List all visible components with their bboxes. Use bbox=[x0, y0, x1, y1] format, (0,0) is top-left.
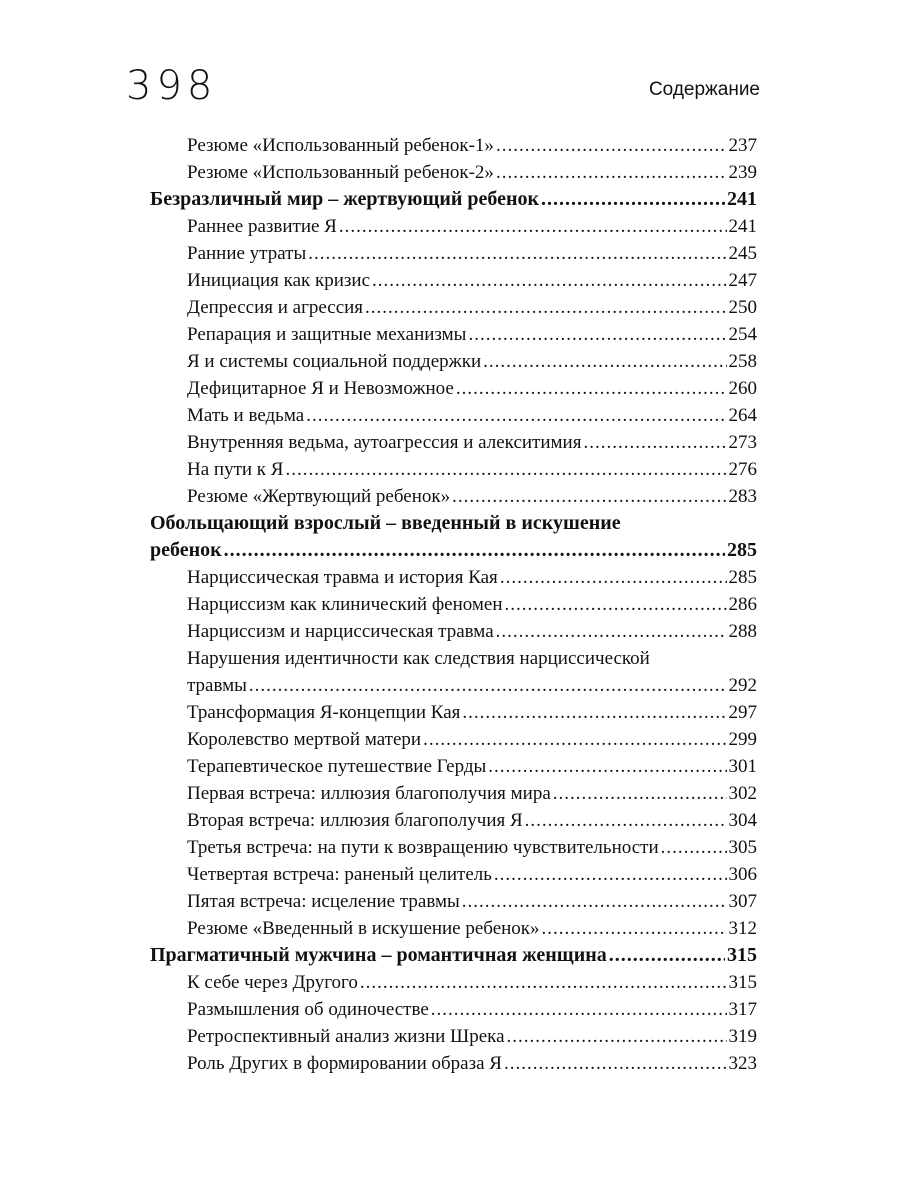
toc-entry-page: 306 bbox=[728, 864, 757, 885]
dot-leader bbox=[462, 888, 727, 915]
toc-entry-page: 285 bbox=[727, 539, 757, 561]
dot-leader bbox=[488, 753, 726, 780]
toc-entry-page: 258 bbox=[728, 351, 757, 372]
toc-section-entry bbox=[150, 348, 757, 375]
toc-section-entry bbox=[150, 672, 757, 699]
table-of-contents bbox=[150, 132, 757, 1077]
toc-entry-title-line: Обольщающий взрослый – введенный в искушение bbox=[150, 512, 621, 534]
toc-section-entry bbox=[150, 294, 757, 321]
toc-entry-title-line: Нарушения идентичности как следствия нарциссической bbox=[187, 648, 650, 669]
toc-entry-page: 247 bbox=[728, 270, 757, 291]
dot-leader bbox=[504, 1050, 727, 1077]
toc-entry-title: ребенок bbox=[150, 539, 222, 561]
toc-entry-page: 260 bbox=[728, 378, 757, 399]
toc-entry-title: Роль Других в формировании образа Я bbox=[187, 1053, 502, 1074]
toc-entry-title: Резюме «Использованный ребенок-2» bbox=[187, 162, 494, 183]
toc-section-entry bbox=[150, 213, 757, 240]
toc-entry-title: Размышления об одиночестве bbox=[187, 999, 429, 1020]
toc-entry-page: 283 bbox=[728, 486, 757, 507]
dot-leader bbox=[583, 429, 726, 456]
toc-entry-title: Ретроспективный анализ жизни Шрека bbox=[187, 1026, 505, 1047]
toc-entry-title: Нарциссизм как клинический феномен bbox=[187, 594, 503, 615]
toc-section-entry bbox=[150, 618, 757, 645]
toc-entry-page: 301 bbox=[728, 756, 757, 777]
dot-leader bbox=[372, 267, 726, 294]
toc-section-entry bbox=[150, 1050, 757, 1077]
toc-entry-title: Репарация и защитные механизмы bbox=[187, 324, 467, 345]
toc-entry-page: 276 bbox=[728, 459, 757, 480]
toc-entry-title: На пути к Я bbox=[187, 459, 284, 480]
toc-entry-title: Терапевтическое путешествие Герды bbox=[187, 756, 487, 777]
toc-entry-page: 315 bbox=[727, 944, 757, 966]
toc-entry-page: 312 bbox=[728, 918, 757, 939]
toc-entry-title: Мать и ведьма bbox=[187, 405, 305, 426]
toc-entry-page: 245 bbox=[728, 243, 757, 264]
toc-section-entry bbox=[150, 915, 757, 942]
toc-entry-page: 305 bbox=[728, 837, 757, 858]
dot-leader bbox=[496, 618, 727, 645]
toc-section-entry bbox=[150, 591, 757, 618]
dot-leader bbox=[339, 213, 727, 240]
dot-leader bbox=[496, 132, 727, 159]
dot-leader bbox=[609, 942, 725, 969]
toc-entry-title: Ранние утраты bbox=[187, 243, 307, 264]
toc-entry-page: 307 bbox=[728, 891, 757, 912]
toc-entry-page: 264 bbox=[728, 405, 757, 426]
dot-leader bbox=[285, 456, 726, 483]
toc-entry-page: 315 bbox=[728, 972, 757, 993]
toc-entry-page: 304 bbox=[728, 810, 757, 831]
toc-section-entry bbox=[150, 402, 757, 429]
dot-leader bbox=[494, 861, 727, 888]
toc-entry-title: Раннее развитие Я bbox=[187, 216, 337, 237]
dot-leader bbox=[507, 1023, 727, 1050]
toc-section-entry bbox=[150, 861, 757, 888]
toc-section-entry bbox=[150, 807, 757, 834]
dot-leader bbox=[541, 186, 725, 213]
dot-leader bbox=[360, 969, 727, 996]
dot-leader bbox=[505, 591, 727, 618]
toc-entry-page: 299 bbox=[728, 729, 757, 750]
toc-section-entry bbox=[150, 969, 757, 996]
toc-chapter-entry bbox=[150, 186, 757, 213]
toc-entry-title: Нарциссическая травма и история Кая bbox=[187, 567, 498, 588]
toc-entry-title: Королевство мертвой матери bbox=[187, 729, 422, 750]
toc-entry-title: Дефицитарное Я и Невозможное bbox=[187, 378, 454, 399]
toc-entry-title: Четвертая встреча: раненый целитель bbox=[187, 864, 492, 885]
toc-entry-page: 317 bbox=[728, 999, 757, 1020]
dot-leader bbox=[308, 240, 726, 267]
toc-entry-title: Нарциссизм и нарциссическая травма bbox=[187, 621, 494, 642]
dot-leader bbox=[468, 321, 726, 348]
toc-entry-page: 241 bbox=[728, 216, 757, 237]
toc-entry-page: 286 bbox=[728, 594, 757, 615]
toc-section-entry bbox=[150, 132, 757, 159]
toc-entry-title: Пятая встреча: исцеление травмы bbox=[187, 891, 460, 912]
page-number: 398 bbox=[126, 63, 218, 109]
toc-section-entry bbox=[150, 996, 757, 1023]
toc-entry-title: Внутренняя ведьма, аутоагрессия и алекситимия bbox=[187, 432, 582, 453]
toc-section-entry bbox=[150, 267, 757, 294]
dot-leader bbox=[224, 537, 725, 564]
dot-leader bbox=[306, 402, 726, 429]
dot-leader bbox=[496, 159, 727, 186]
toc-entry-page: 241 bbox=[727, 188, 757, 210]
toc-section-entry bbox=[150, 888, 757, 915]
dot-leader bbox=[249, 672, 727, 699]
toc-entry-page: 297 bbox=[728, 702, 757, 723]
toc-entry-title: Резюме «Введенный в искушение ребенок» bbox=[187, 918, 540, 939]
toc-entry-title: Вторая встреча: иллюзия благополучия Я bbox=[187, 810, 523, 831]
toc-section-entry bbox=[150, 375, 757, 402]
toc-entry-title: К себе через Другого bbox=[187, 972, 358, 993]
toc-section-entry bbox=[150, 483, 757, 510]
dot-leader bbox=[525, 807, 727, 834]
toc-entry-title: травмы bbox=[187, 675, 247, 696]
toc-section-entry bbox=[150, 699, 757, 726]
toc-entry-page: 323 bbox=[728, 1053, 757, 1074]
running-head: Содержание bbox=[648, 79, 760, 100]
dot-leader bbox=[423, 726, 726, 753]
toc-section-entry bbox=[150, 429, 757, 456]
toc-entry-page: 250 bbox=[728, 297, 757, 318]
toc-entry-title: Первая встреча: иллюзия благополучия мира bbox=[187, 783, 551, 804]
toc-entry-title: Я и системы социальной поддержки bbox=[187, 351, 482, 372]
toc-entry-title: Резюме «Использованный ребенок-1» bbox=[187, 135, 494, 156]
toc-section-entry bbox=[150, 564, 757, 591]
toc-entry-page: 239 bbox=[728, 162, 757, 183]
dot-leader bbox=[500, 564, 727, 591]
toc-entry-page: 288 bbox=[728, 621, 757, 642]
toc-entry-title: Трансформация Я-концепции Кая bbox=[187, 702, 461, 723]
toc-entry-page: 285 bbox=[728, 567, 757, 588]
toc-entry-page: 273 bbox=[728, 432, 757, 453]
toc-entry-page: 319 bbox=[728, 1026, 757, 1047]
toc-entry-title: Инициация как кризис bbox=[187, 270, 371, 291]
toc-entry-page: 237 bbox=[728, 135, 757, 156]
dot-leader bbox=[483, 348, 726, 375]
toc-section-entry bbox=[150, 456, 757, 483]
dot-leader bbox=[462, 699, 726, 726]
toc-chapter-entry bbox=[150, 537, 757, 564]
toc-entry-title: Резюме «Жертвующий ребенок» bbox=[187, 486, 451, 507]
toc-section-entry bbox=[150, 834, 757, 861]
toc-section-entry bbox=[150, 321, 757, 348]
dot-leader bbox=[542, 915, 727, 942]
toc-section-entry bbox=[150, 240, 757, 267]
dot-leader bbox=[431, 996, 727, 1023]
dot-leader bbox=[452, 483, 726, 510]
toc-section-entry bbox=[150, 1023, 757, 1050]
toc-entry-page: 292 bbox=[728, 675, 757, 696]
toc-section-entry bbox=[150, 726, 757, 753]
toc-entry-page: 254 bbox=[728, 324, 757, 345]
toc-section-entry bbox=[150, 159, 757, 186]
toc-chapter-entry bbox=[150, 942, 757, 969]
dot-leader bbox=[456, 375, 727, 402]
toc-entry-title: Безразличный мир – жертвующий ребенок bbox=[150, 188, 540, 210]
dot-leader bbox=[553, 780, 727, 807]
toc-entry-title: Депрессия и агрессия bbox=[187, 297, 364, 318]
toc-section-entry bbox=[150, 780, 757, 807]
dot-leader bbox=[365, 294, 726, 321]
toc-entry-title: Прагматичный мужчина – романтичная женщина bbox=[150, 944, 607, 966]
toc-entry-title: Третья встреча: на пути к возвращению чувствительности bbox=[187, 837, 659, 858]
dot-leader bbox=[661, 834, 727, 861]
toc-section-entry bbox=[150, 753, 757, 780]
toc-entry-page: 302 bbox=[728, 783, 757, 804]
